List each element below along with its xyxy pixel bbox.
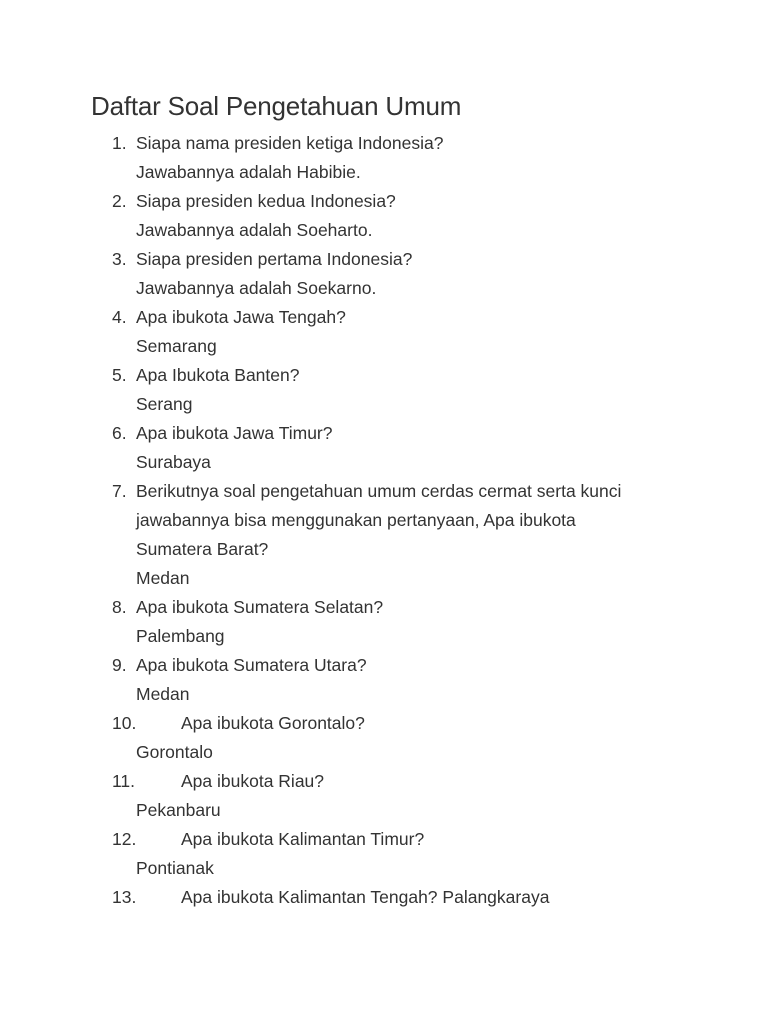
item-number: 4. — [112, 307, 127, 327]
question-text: Apa ibukota Riau? — [181, 771, 325, 791]
question-text: Siapa nama presiden ketiga Indonesia? — [136, 133, 444, 153]
answer-text: Gorontalo — [136, 742, 213, 762]
list-item — [0, 651, 656, 709]
list-item — [0, 709, 656, 767]
answer-text: Surabaya — [136, 452, 211, 472]
list-item — [0, 767, 656, 825]
list-item — [0, 825, 656, 883]
answer-text: Pekanbaru — [136, 800, 221, 820]
question-text: Berikutnya soal pengetahuan umum cerdas cermat serta kunci jawabannya bisa menggunakan pertanyaan, Apa ibukota Sumatera Barat? — [136, 481, 622, 559]
list-item — [0, 129, 656, 187]
item-number: 1. — [112, 133, 127, 153]
list-item — [0, 477, 656, 593]
item-number: 7. — [112, 481, 127, 501]
item-number: 12. — [112, 829, 137, 849]
list-item — [0, 245, 656, 303]
answer-text: Jawabannya adalah Habibie. — [136, 162, 361, 182]
list-item — [0, 303, 656, 361]
question-text: Siapa presiden pertama Indonesia? — [136, 249, 413, 269]
list-item — [0, 883, 656, 912]
list-item — [0, 593, 656, 651]
item-number: 6. — [112, 423, 127, 443]
answer-text: Jawabannya adalah Soekarno. — [136, 278, 377, 298]
answer-text: Semarang — [136, 336, 217, 356]
list-item — [0, 187, 656, 245]
question-list — [0, 129, 768, 912]
answer-text: Jawabannya adalah Soeharto. — [136, 220, 373, 240]
item-number: 11. — [112, 771, 136, 791]
answer-text: Medan — [136, 568, 190, 588]
list-item — [0, 419, 656, 477]
answer-text: Palembang — [136, 626, 225, 646]
item-number: 13. — [112, 887, 137, 907]
answer-text: Medan — [136, 684, 190, 704]
question-text: Apa ibukota Sumatera Utara? — [136, 655, 367, 675]
question-text: Apa Ibukota Banten? — [136, 365, 300, 385]
item-number: 3. — [112, 249, 127, 269]
question-text: Apa ibukota Sumatera Selatan? — [136, 597, 384, 617]
item-number: 8. — [112, 597, 127, 617]
question-text: Siapa presiden kedua Indonesia? — [136, 191, 396, 211]
question-text: Apa ibukota Kalimantan Timur? — [181, 829, 425, 849]
item-number: 2. — [112, 191, 127, 211]
list-item — [0, 361, 656, 419]
item-number: 10. — [112, 713, 137, 733]
answer-text: Pontianak — [136, 858, 214, 878]
question-text: Apa ibukota Jawa Timur? — [136, 423, 333, 443]
item-number: 9. — [112, 655, 127, 675]
question-text: Apa ibukota Jawa Tengah? — [136, 307, 346, 327]
item-number: 5. — [112, 365, 127, 385]
answer-text: Palangkaraya — [442, 887, 550, 907]
answer-text: Serang — [136, 394, 193, 414]
question-text: Apa ibukota Kalimantan Tengah? — [181, 887, 438, 907]
question-text: Apa ibukota Gorontalo? — [181, 713, 365, 733]
page-title: Daftar Soal Pengetahuan Umum — [91, 91, 462, 121]
